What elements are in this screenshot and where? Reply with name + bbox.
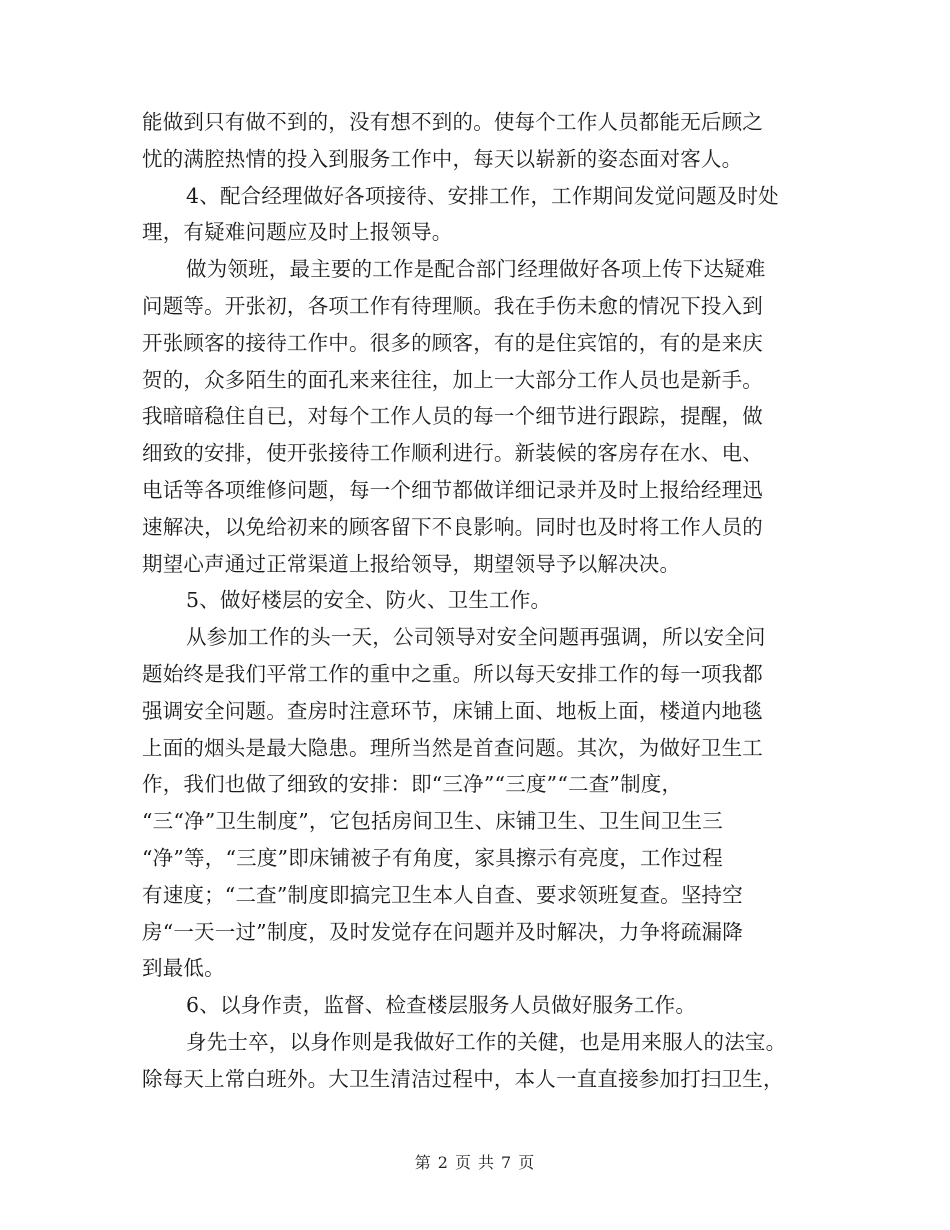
- text-line: 理，有疑难问题应及时上报领导。: [142, 220, 453, 245]
- total-pages-number: 7: [501, 1153, 513, 1172]
- text-line: 细致的安排，使开张接待工作顺利进行。新装候的客房存在水、电、: [142, 441, 763, 466]
- text-line: 除每天上常白班外。大卫生清洁过程中，本人一直直接参加打扫卫生，: [142, 1066, 784, 1091]
- text-line: 4、配合经理做好各项接待、安排工作，工作期间发觉问题及时处: [186, 183, 779, 208]
- current-page-number: 2: [437, 1153, 449, 1172]
- text-line: 题始终是我们平常工作的重中之重。所以每天安排工作的每一项我都: [142, 661, 763, 686]
- text-line: 问题等。开张初，各项工作有待理顺。我在手伤未愈的情况下投入到: [142, 293, 763, 318]
- text-line: 强调安全问题。查房时注意环节，床铺上面、地板上面，楼道内地毯: [142, 698, 763, 723]
- text-line: 到最低。: [142, 956, 225, 981]
- text-line: 从参加工作的头一天，公司领导对安全问题再强调，所以安全问: [186, 625, 766, 650]
- text-line: 房“一天一过”制度，及时发觉存在问题并及时解决，力争将疏漏降: [142, 919, 743, 944]
- page-footer: [0, 1150, 950, 1173]
- text-line: 上面的烟头是最大隐患。理所当然是首查问题。其次，为做好卫生工: [142, 735, 763, 760]
- text-line: 5、做好楼层的安全、防火、卫生工作。: [186, 588, 552, 613]
- document-body: [142, 104, 822, 1098]
- text-line: “净”等，“三度”即床铺被子有角度，家具擦示有亮度，工作过程: [142, 845, 723, 870]
- text-line: 电话等各项维修问题，每一个细节都做详细记录并及时上报给经理迅: [142, 477, 763, 502]
- text-line: 6、以身作责，监督、检查楼层服务人员做好服务工作。: [186, 993, 697, 1018]
- text-line: 作，我们也做了细致的安排：即“三净”“三度”“二查”制度，: [142, 772, 683, 797]
- text-line: 能做到只有做不到的，没有想不到的。使每个工作人员都能无后顾之: [142, 110, 763, 134]
- text-line: 开张顾客的接待工作中。很多的顾客，有的是住宾馆的，有的是来庆: [142, 330, 763, 355]
- footer-label-unit2: 页: [518, 1153, 536, 1172]
- text-line: 身先士卒，以身作则是我做好工作的关健，也是用来服人的法宝。: [186, 1029, 787, 1054]
- text-line: 速解决，以免给初来的顾客留下不良影响。同时也及时将工作人员的: [142, 514, 763, 539]
- footer-label-page: 第: [414, 1153, 432, 1172]
- text-line: 我暗暗稳住自已，对每个工作人员的每一个细节进行跟踪，提醒，做: [142, 404, 763, 429]
- text-line: 贺的，众多陌生的面孔来来往往，加上一大部分工作人员也是新手。: [142, 367, 763, 392]
- footer-label-total: 共: [478, 1153, 496, 1172]
- text-line: 期望心声通过正常渠道上报给领导，期望领导予以解决决。: [142, 551, 681, 576]
- text-line: “三“净”卫生制度”，它包括房间卫生、床铺卫生、卫生间卫生三: [142, 809, 723, 834]
- text-line: 忧的满腔热情的投入到服务工作中，每天以崭新的姿态面对客人。: [142, 146, 743, 171]
- text-line: 做为领班，最主要的工作是配合部门经理做好各项上传下达疑难: [186, 257, 766, 282]
- text-line: 有速度；“二查”制度即搞完卫生本人自查、要求领班复查。坚持空: [142, 882, 743, 907]
- footer-label-unit: 页: [454, 1153, 472, 1172]
